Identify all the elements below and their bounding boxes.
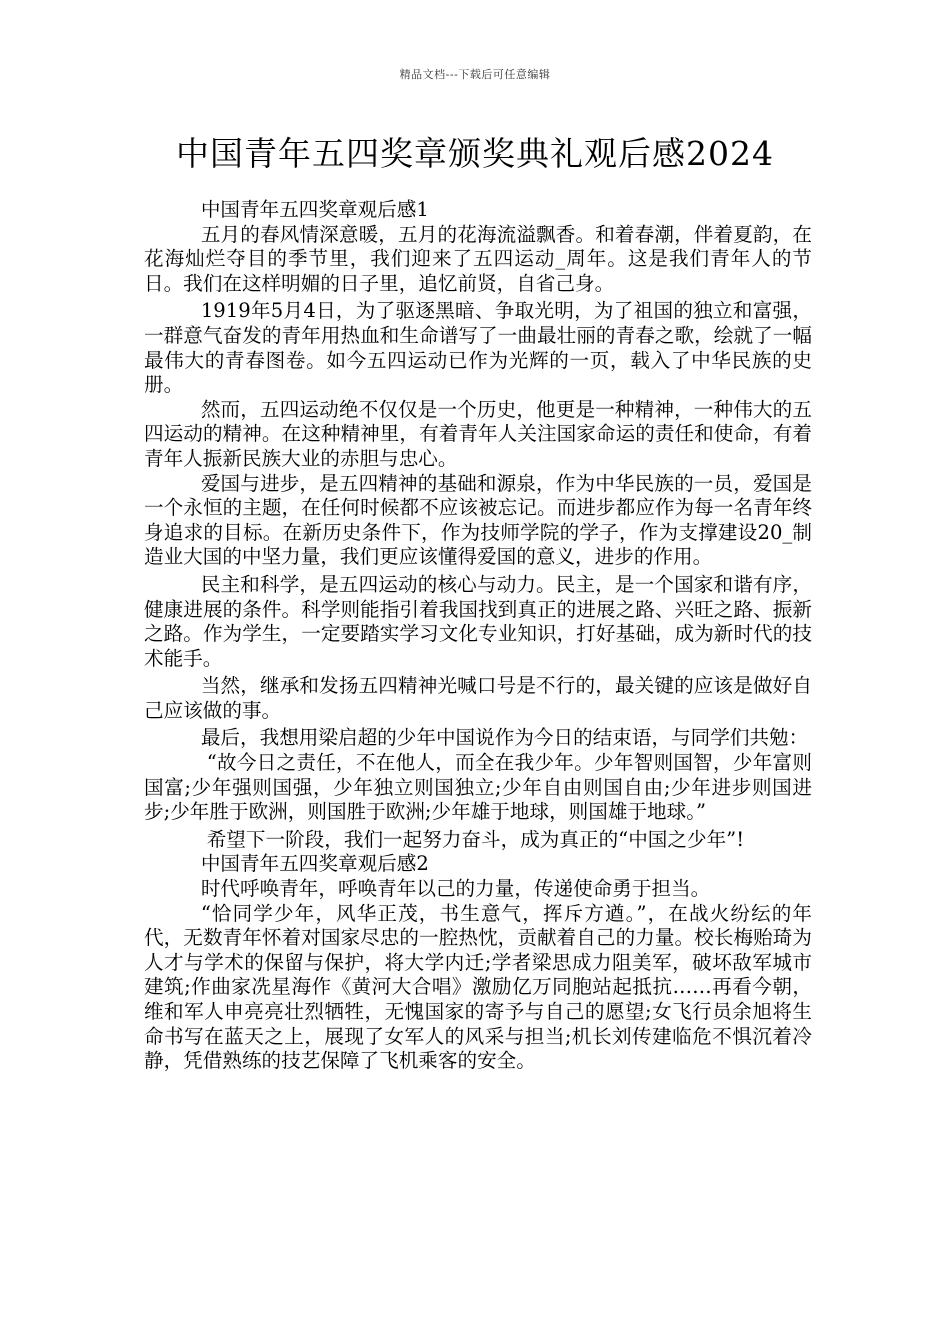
- body-paragraph: 当然，继承和发扬五四精神光喊口号是不行的，最关键的应该是做好自己应该做的事。: [144, 674, 812, 722]
- body-paragraph: 五月的春风情深意暖，五月的花海流溢飘香。和着春潮，伴着夏韵，在花海灿烂夺目的季节里，我们迎来了五四运动_周年。这是我们青年人的节日。我们在这样明媚的日子里，追忆前贤，自省己身。: [144, 222, 812, 295]
- header-note: 精品文档---下载后可任意编辑: [399, 68, 551, 81]
- body-paragraph: 最后，我想用梁启超的少年中国说作为今日的结束语，与同学们共勉：: [200, 726, 809, 750]
- body-paragraph: 然而，五四运动绝不仅仅是一个历史，他更是一种精神，一种伟大的五四运动的精神。在这种精神里，有着青年人关注国家命运的责任和使命，有着青年人振新民族大业的赤胆与忠心。: [144, 397, 812, 470]
- quote-paragraph: “故今日之责任，不在他人，而全在我少年。少年智则国智，少年富则国富;少年强则国强，少年独立则国独立;少年自由则国自由;少年进步则国进步;少年胜于欧洲，则国胜于欧洲;少年雄于地球，则国雄于地球。”: [144, 751, 812, 824]
- section-heading-2: 中国青年五四奖章观后感2: [200, 852, 429, 876]
- body-paragraph: 1919年5月4日，为了驱逐黑暗、争取光明，为了祖国的独立和富强，一群意气奋发的青年用热血和生命谱写了一曲最壮丽的青春之歌，绘就了一幅最伟大的青春图卷。如今五四运动已作为光辉的一页，载入了中华民族的史册。: [144, 299, 812, 397]
- body-paragraph: 希望下一阶段，我们一起努力奋斗，成为真正的“中国之少年”!: [206, 827, 745, 851]
- body-paragraph: 时代呼唤青年，呼唤青年以己的力量，传递使命勇于担当。: [200, 877, 711, 901]
- section-heading-1: 中国青年五四奖章观后感1: [200, 198, 429, 221]
- body-paragraph: “恰同学少年，风华正茂，书生意气，挥斥方遒。”，在战火纷纭的年代，无数青年怀着对国家尽忠的一腔热忱，贡献着自己的力量。校长梅贻琦为人才与学术的保留与保护，将大学内迁;学者梁思成力阻美军，破坏敌军城市建筑;作曲家冼星海作《黄河大合唱》激励亿万同胞站起抵抗……再看今朝，维和军人申亮亮壮烈牺牲，无愧国家的寄予与自己的愿望;女飞行员余旭将生命书写在蓝天之上，展现了女军人的风采与担当;机长刘传建临危不惧沉着冷静，凭借熟练的技艺保障了飞机乘客的安全。: [144, 901, 812, 1073]
- document-body: [144, 198, 812, 1074]
- body-paragraph: 民主和科学，是五四运动的核心与动力。民主，是一个国家和谐有序，健康进展的条件。科学则能指引着我国找到真正的进展之路、兴旺之路、振新之路。作为学生，一定要踏实学习文化专业知识，打好基础，成为新时代的技术能手。: [144, 572, 812, 670]
- document-title: 中国青年五四奖章颁奖典礼观后感2024: [176, 134, 774, 173]
- body-paragraph: 爱国与进步，是五四精神的基础和源泉，作为中华民族的一员，爱国是一个永恒的主题，在任何时候都不应该被忘记。而进步都应作为每一名青年终身追求的目标。在新历史条件下，作为技师学院的学子，作为支撑建设20_制造业大国的中坚力量，我们更应该懂得爱国的意义，进步的作用。: [144, 471, 812, 569]
